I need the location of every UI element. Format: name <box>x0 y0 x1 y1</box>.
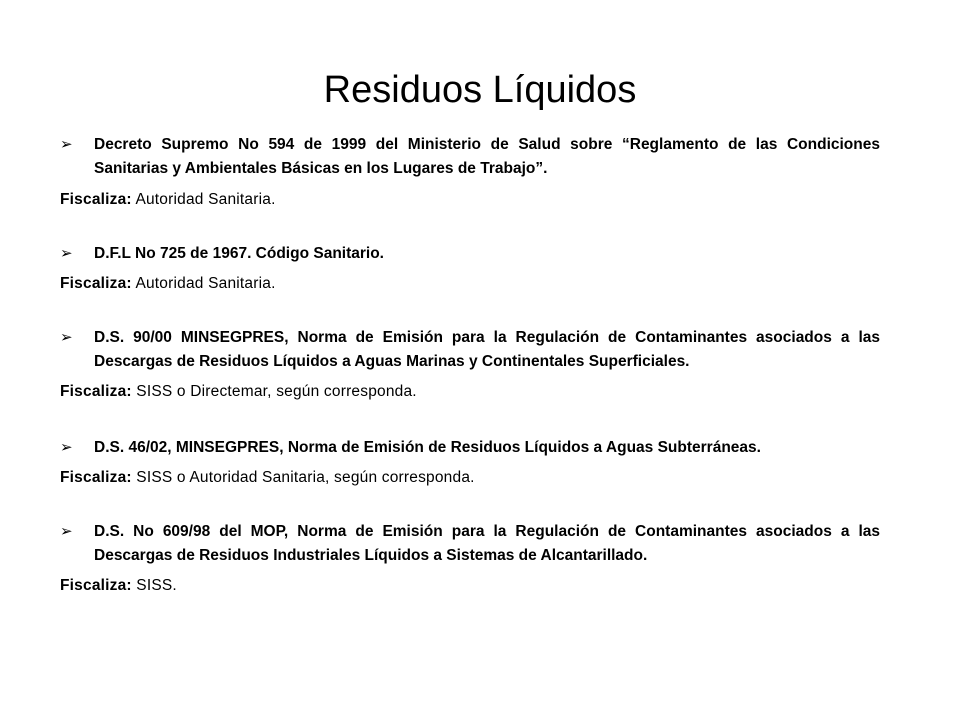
fiscaliza-label: Fiscaliza: <box>60 191 132 208</box>
fiscaliza-line-4 <box>60 466 880 490</box>
fiscaliza-line-2 <box>60 272 880 296</box>
arrow-bullet-icon: ➢ <box>60 329 73 346</box>
fiscaliza-line-3 <box>60 380 880 404</box>
arrow-bullet-icon: ➢ <box>60 523 73 540</box>
bullet-item-5 <box>60 520 880 568</box>
bullet-item-1 <box>60 133 880 181</box>
bullet-text: Decreto Supremo No 594 de 1999 del Ministerio de Salud sobre “Reglamento de las Condiciones Sanitarias y Ambientales Básicas en los Lugares de Trabajo”. <box>94 136 880 177</box>
fiscaliza-line-1 <box>60 188 880 212</box>
bullet-text: D.S. No 609/98 del MOP, Norma de Emisión para la Regulación de Contaminantes asociados a las Descargas de Residuos Industriales Líquidos a Sistemas de Alcantarillado. <box>94 523 880 564</box>
bullet-text: D.S. 46/02, MINSEGPRES, Norma de Emisión de Residuos Líquidos a Aguas Subterráneas. <box>94 439 761 456</box>
fiscaliza-value: SISS o Directemar, según corresponda. <box>136 383 417 400</box>
bullet-item-2 <box>60 242 880 266</box>
fiscaliza-value: Autoridad Sanitaria. <box>135 191 276 208</box>
fiscaliza-value: SISS o Autoridad Sanitaria, según corresponda. <box>136 469 475 486</box>
arrow-bullet-icon: ➢ <box>60 439 73 456</box>
bullet-text: D.F.L No 725 de 1967. Código Sanitario. <box>94 245 384 262</box>
fiscaliza-label: Fiscaliza: <box>60 383 132 400</box>
slide-title: Residuos Líquidos <box>323 69 637 111</box>
bullet-item-3 <box>60 326 880 374</box>
fiscaliza-label: Fiscaliza: <box>60 577 132 594</box>
fiscaliza-line-5 <box>60 574 880 598</box>
fiscaliza-value: SISS. <box>136 577 177 594</box>
bullet-item-4 <box>60 436 880 460</box>
arrow-bullet-icon: ➢ <box>60 245 73 262</box>
bullet-text: D.S. 90/00 MINSEGPRES, Norma de Emisión para la Regulación de Contaminantes asociados a las Descargas de Residuos Líquidos a Aguas Marinas y Continentales Superficiales. <box>94 329 880 370</box>
fiscaliza-label: Fiscaliza: <box>60 469 132 486</box>
slide-content <box>60 133 880 598</box>
fiscaliza-value: Autoridad Sanitaria. <box>135 275 276 292</box>
arrow-bullet-icon: ➢ <box>60 136 73 153</box>
fiscaliza-label: Fiscaliza: <box>60 275 132 292</box>
